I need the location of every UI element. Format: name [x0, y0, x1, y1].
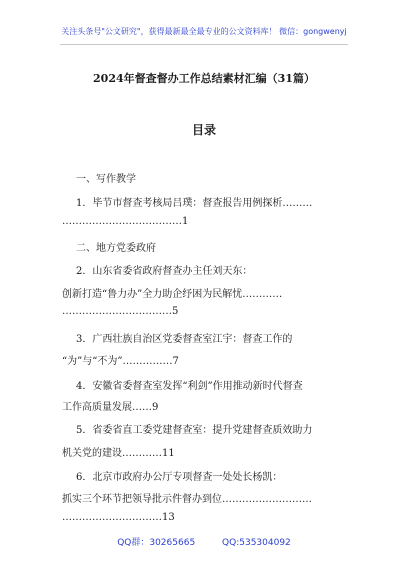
toc-entry: 2．山东省委省政府督查办主任刘天东：: [76, 266, 253, 277]
toc-entry: 1．毕节市督查考核局吕璞：督查报告用例探析………: [76, 198, 313, 209]
toc-entry-cont: 机关党的建设…………11: [62, 448, 175, 459]
toc-entry-cont: “为”与“不为”……………7: [62, 356, 179, 367]
toc-section-heading: 二、地方党委政府: [76, 243, 156, 254]
footer-qq-group: QQ群：30265665: [117, 538, 196, 548]
toc-entry: 3．广西壮族自治区党委督查室江宇：督查工作的: [76, 334, 293, 345]
toc-entry: 5．省委省直工委党建督查室：提升党建督查质效助力: [76, 425, 313, 436]
toc-heading: 目录: [191, 123, 216, 137]
toc-section-heading: 一、写作教学: [76, 174, 136, 185]
toc-entry-page: ………………………………1: [62, 216, 189, 227]
toc-entry-page: …………………………13: [62, 512, 175, 523]
footer: [0, 535, 408, 548]
toc-entry: 6．北京市政府办公厅专项督查一处处长杨凯：: [76, 472, 283, 483]
header-divider: [60, 44, 348, 45]
header-note: 关注头条号"公文研究"，获得最新最全最专业的公文资料库！ 微信：gongwenyj: [61, 27, 347, 36]
toc-entry-cont: 抓实三个环节把领导批示件督办到位………………………: [62, 494, 312, 505]
footer-qq: QQ:535304092: [222, 538, 291, 548]
toc-entry-cont: 工作高质量发展……9: [62, 402, 159, 413]
toc-entry: 4．安徽省委督查室发挥“利剑”作用推动新时代督查: [76, 381, 303, 392]
document-title: 2024年督查督办工作总结素材汇编（31篇）: [93, 72, 315, 85]
toc-entry-cont: 创新打造“鲁力办”全力助企纾困为民解忧…………: [62, 289, 283, 300]
toc-entry-page: ……………………………5: [62, 306, 179, 317]
